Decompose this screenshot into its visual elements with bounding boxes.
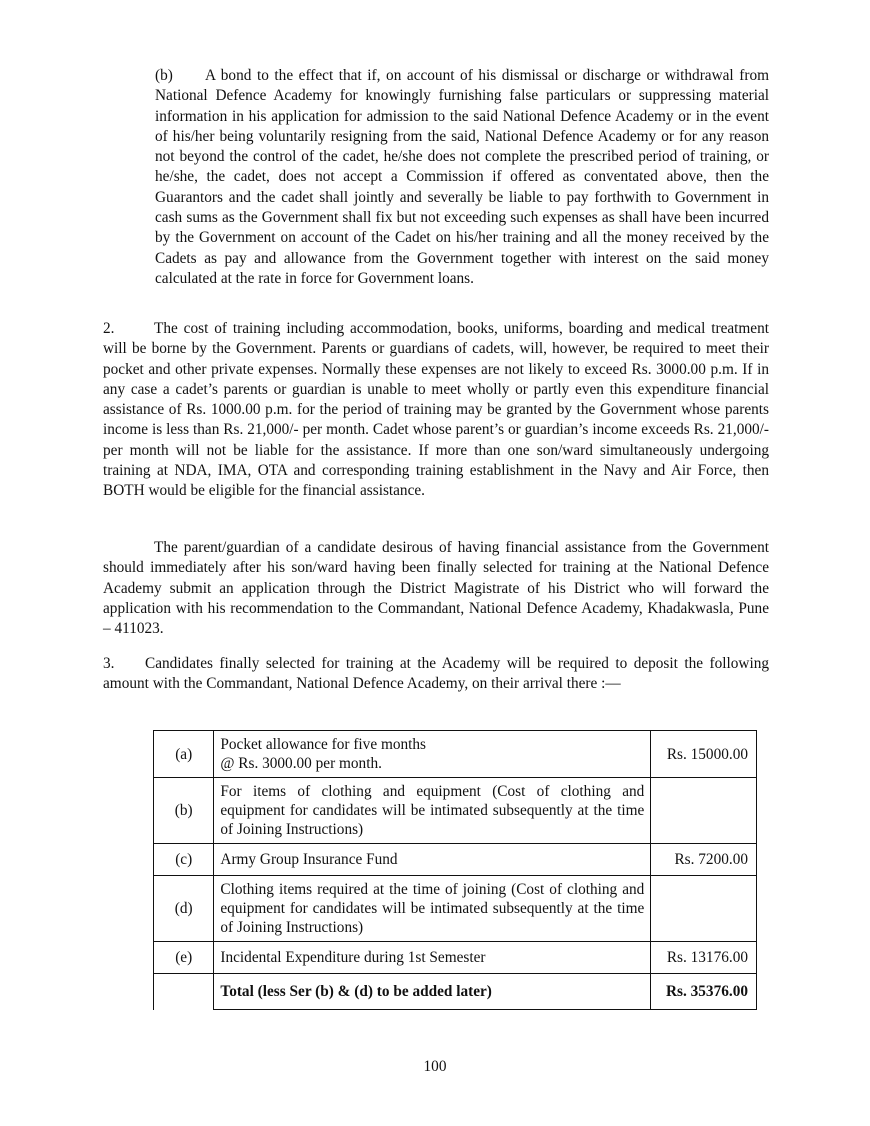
amount-cell	[651, 778, 757, 844]
serial-cell: (e)	[154, 942, 214, 974]
deposit-amount-table	[153, 730, 757, 1010]
amount-cell	[651, 942, 757, 974]
item-line: @ Rs. 3000.00 per month.	[220, 755, 382, 772]
page-number: 100	[423, 1058, 447, 1075]
sub-clause-b	[155, 66, 769, 289]
serial-cell: (b)	[154, 778, 214, 844]
item-line: Pocket allowance for five months	[220, 736, 426, 753]
total-label: Total (less Ser (b) & (d) to be added later)	[214, 974, 651, 1010]
item-cell: Incidental Expenditure during 1st Semester	[214, 942, 651, 974]
total-row	[154, 974, 757, 1010]
amount-cell	[651, 731, 757, 778]
serial-cell: (a)	[154, 731, 214, 778]
amount-value: Rs. 15000.00	[666, 745, 748, 763]
amount-value: Rs. 7200.00	[674, 851, 748, 868]
paragraph-number: 2.	[103, 320, 115, 337]
amount-value: Rs. 13176.00	[666, 949, 748, 966]
paragraph-text: Candidates finally selected for training at the Academy will be required to deposit the following amount with the Commandant, National Defence Academy, on their arrival there :—	[103, 655, 769, 693]
sub-clause-label: (b)	[155, 67, 173, 84]
total-amount: Rs. 35376.00	[665, 983, 748, 1000]
item-cell: Army Group Insurance Fund	[214, 844, 651, 876]
item-cell: For items of clothing and equipment (Cost of clothing and equipment for candidates will be intimated subsequently at the time of Joining Instructions)	[214, 778, 651, 844]
serial-cell	[154, 974, 214, 1010]
paragraph-2	[103, 319, 769, 502]
table-row	[154, 731, 757, 778]
paragraph-text: The cost of training including accommodation, books, uniforms, boarding and medical treatment will be borne by the Government. Parents or guardians of cadets, will, however, be required to meet their pocket and other private expenses. Normally these expenses are not likely to exceed Rs. 3000.00 p.m. If in any case a cadet’s parents or guardian is unable to meet wholly or partly even this expenditure financial assistance of Rs. 1000.00 p.m. for the period of training may be granted by the Government whose parents income is less than Rs. 21,000/- per month. Cadet whose parent’s or guardian’s income exceeds Rs. 21,000/- per month will not be liable for the assistance. If more than one son/ward simultaneously undergoing training at NDA, IMA, OTA and corresponding training establishment in the Navy and Air Force, then BOTH would be eligible for the financial assistance.	[103, 320, 769, 500]
table-row	[154, 942, 757, 974]
table-row	[154, 778, 757, 844]
total-amount-cell	[651, 974, 757, 1010]
serial-cell: (d)	[154, 876, 214, 942]
amount-cell	[651, 876, 757, 942]
serial-cell: (c)	[154, 844, 214, 876]
table-row	[154, 876, 757, 942]
item-cell	[214, 731, 651, 778]
item-cell: Clothing items required at the time of joining (Cost of clothing and equipment for candidates will be intimated subsequently at the time of Joining Instructions)	[214, 876, 651, 942]
table-row	[154, 844, 757, 876]
paragraph-financial-assistance-application: The parent/guardian of a candidate desirous of having financial assistance from the Government should immediately after his son/ward having been finally selected for training at the National Defence Academy submit an application through the District Magistrate of his District who will forward the application with his recommendation to the Commandant, National Defence Academy, Khadakwasla, Pune – 411023.	[103, 539, 769, 638]
amount-cell	[651, 844, 757, 876]
sub-clause-text: A bond to the effect that if, on account of his dismissal or discharge or withdrawal from National Defence Academy for knowingly furnishing false particulars or suppressing material information in his application for admission to the said National Defence Academy or in the event of his/her being voluntarily resigning from the said, National Defence Academy or for any reason not beyond the control of the cadet, he/she does not complete the prescribed period of training, or he/she, the cadet, does not accept a Commission if offered as conventated above, then the Guarantors and the cadet shall jointly and severally be liable to pay forthwith to Government in cash sums as the Government shall fix but not exceeding such expenses as shall have been incurred by the Government on account of the Cadet on his/her training and all the money received by the Cadets as pay and allowance from the Government together with interest on the said money calculated at the rate in force for Government loans.	[155, 67, 769, 287]
paragraph-3	[103, 654, 769, 695]
paragraph-number: 3.	[103, 655, 115, 672]
